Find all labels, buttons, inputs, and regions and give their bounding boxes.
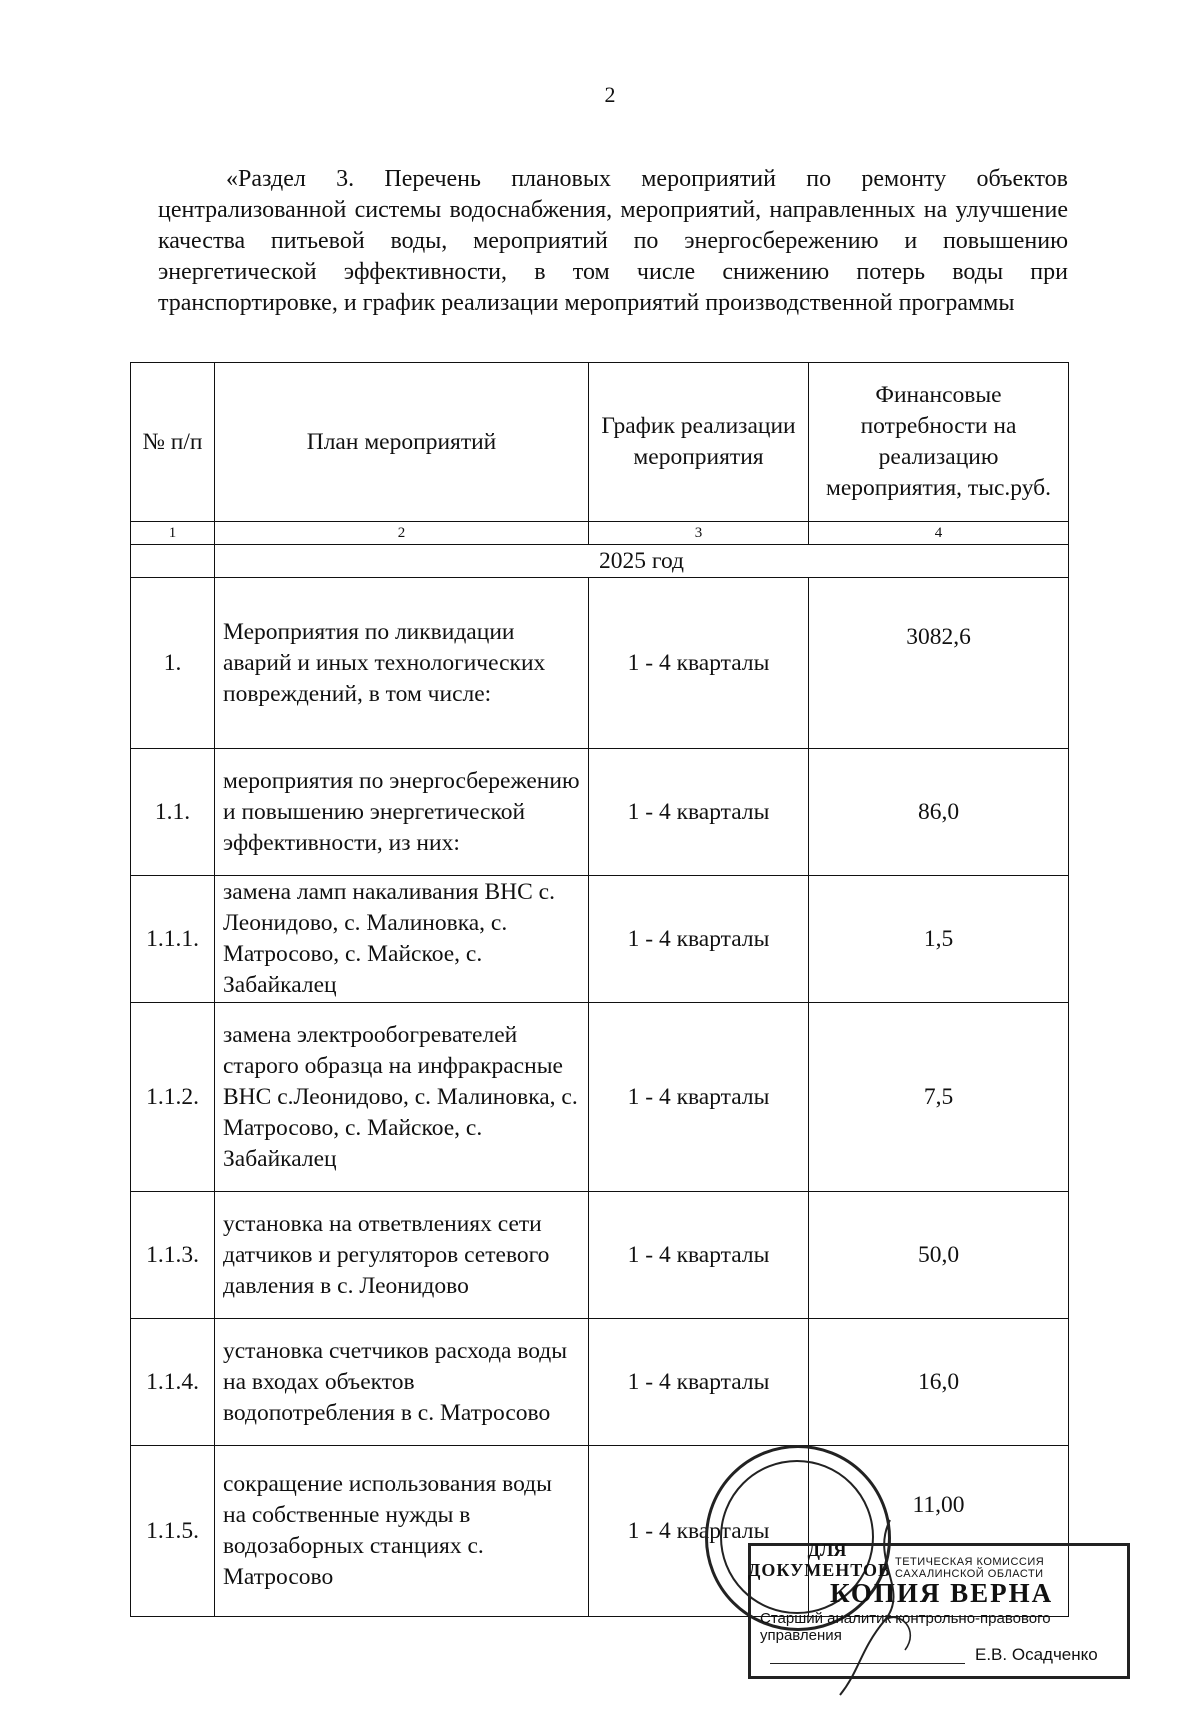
row-schedule: 1 - 4 кварталы [589,876,809,1003]
row-number: 1.1.2. [131,1003,215,1192]
row-activity: установка счетчиков расхода воды на входах объектов водопотребления в с. Матросово [215,1319,589,1446]
row-activity: сокращение использования воды на собственные нужды в водозаборных станциях с. Матросово [215,1446,589,1617]
row-schedule: 1 - 4 кварталы [589,1446,809,1617]
row-cost: 3082,6 [809,578,1069,749]
certification-org-line: ТЕТИЧЕСКАЯ КОМИССИЯ САХАЛИНСКОЙ ОБЛАСТИ [895,1556,1045,1580]
row-schedule: 1 - 4 кварталы [589,1319,809,1446]
header-plan: План мероприятий [215,363,589,522]
row-schedule: 1 - 4 кварталы [589,1003,809,1192]
table-row [131,1003,1069,1192]
row-cost: 11,00 [809,1446,1069,1617]
row-activity: установка на ответвлениях сети датчиков и регуляторов сетевого давления в с. Леонидово [215,1192,589,1319]
column-number-row [131,522,1069,545]
section-heading-text: «Раздел 3. Перечень плановых мероприятий по ремонту объектов централизованной системы водоснабжения, мероприятий, направленных на улучшение качества питьевой воды, мероприятий по энергосбережению и повышению энергетической эффективности, в том числе снижению потерь воды при транспортировке, и график реализации мероприятий производственной программы [158,166,1068,316]
row-cost: 50,0 [809,1192,1069,1319]
header-num: № п/п [131,363,215,522]
row-number: 1.1.4. [131,1319,215,1446]
row-activity: замена ламп накаливания ВНС с. Леонидово, с. Малиновка, с. Матросово, с. Майское, с. Забайкалец [215,876,589,1003]
row-activity: Мероприятия по ликвидации аварий и иных технологических повреждений, в том числе: [215,578,589,749]
activities-table [130,362,1069,1617]
row-number: 1.1.5. [131,1446,215,1617]
table-row [131,876,1069,1003]
row-schedule: 1 - 4 кварталы [589,749,809,876]
header-cost: Финансовые потребности на реализацию мероприятия, тыс.руб. [809,363,1069,522]
certification-title: КОПИЯ ВЕРНА [830,1578,1054,1608]
column-number: 2 [215,522,589,545]
year-row [131,545,1069,578]
table-row [131,1319,1069,1446]
row-cost: 7,5 [809,1003,1069,1192]
row-activity: мероприятия по энергосбережению и повышению энергетической эффективности, из них: [215,749,589,876]
column-number: 1 [131,522,215,545]
row-schedule: 1 - 4 кварталы [589,1192,809,1319]
handwritten-signature [830,1500,950,1700]
row-schedule: 1 - 4 кварталы [589,578,809,749]
table-row [131,1192,1069,1319]
row-cost: 86,0 [809,749,1069,876]
row-number: 1.1. [131,749,215,876]
row-cost: 16,0 [809,1319,1069,1446]
certification-position: Старший аналитик контрольно-правового управления [760,1610,1051,1644]
year-label: 2025 год [215,545,1069,578]
column-number: 4 [809,522,1069,545]
row-cost: 1,5 [809,876,1069,1003]
certification-name: Е.В. Осадченко [975,1645,1098,1664]
row-number: 1.1.1. [131,876,215,1003]
header-schedule: График реализации мероприятия [589,363,809,522]
column-number: 3 [589,522,809,545]
table-row [131,749,1069,876]
certification-for-label: ДЛЯ [807,1540,847,1560]
year-row-empty-cell [131,545,215,578]
row-number: 1. [131,578,215,749]
table-header-row [131,363,1069,522]
certification-docs-label: ДОКУМЕНТОВ [748,1560,892,1580]
page-number: 2 [604,82,616,107]
row-activity: замена электрообогревателей старого образца на инфракрасные ВНС с.Леонидово, с. Малиновка, с. Матросово, с. Майское, с. Забайкалец [215,1003,589,1192]
table-row [131,578,1069,749]
row-number: 1.1.3. [131,1192,215,1319]
